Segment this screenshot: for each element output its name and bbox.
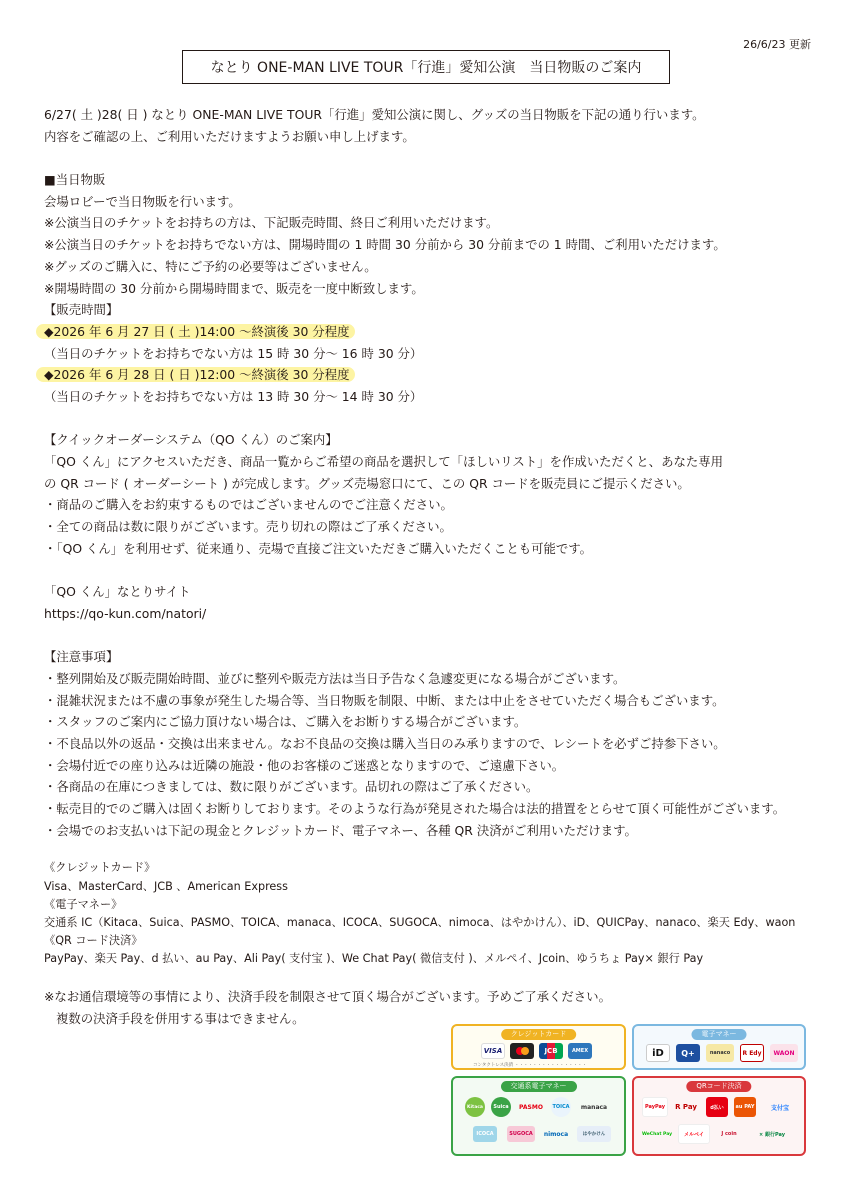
- qo-line: 「QO くん」にアクセスいただき、商品一覧からご希望の商品を選択して「ほしいリスト」を作成いただくと、あなた専用: [44, 454, 724, 469]
- qo-site-url[interactable]: https://qo-kun.com/natori/: [44, 605, 207, 621]
- hayakaken-logo: はやかけん: [577, 1126, 611, 1142]
- page-title-text: なとり ONE-MAN LIVE TOUR「行進」愛知公演 当日物販のご案内: [210, 60, 642, 76]
- payment-emoney-heading: 《電子マネー》: [44, 897, 123, 911]
- footer-note-line: 複数の決済手段を併用する事はできません。: [56, 1010, 305, 1026]
- payment-credit: Visa、MasterCard、JCB 、American Express: [44, 879, 288, 893]
- id-logo: iD: [646, 1044, 670, 1062]
- notes-item: ・整列開始及び販売開始時間、並びに整列や販売方法は当日予告なく急遽変更になる場合がございます。: [44, 670, 626, 686]
- visa-logo: VISA: [481, 1043, 505, 1059]
- sales-line: ※公演当日のチケットをお持ちでない方は、開場時間の 1 時間 30 分前から 30 分前までの 1 時間、ご利用いただけます。: [44, 237, 726, 253]
- page-title: [182, 50, 670, 84]
- sales-line: ※開場時間の 30 分前から開場時間まで、販売を一度中断致します。: [44, 280, 424, 296]
- edy-logo: R Edy: [740, 1044, 764, 1062]
- mastercard-icon: [521, 1047, 529, 1055]
- amex-logo: AMEX: [568, 1043, 592, 1059]
- transit-panel-label: 交通系電子マネー: [501, 1081, 577, 1092]
- sales-day1-note: （当日のチケットをお持ちでない方は 15 時 30 分〜 16 時 30 分）: [44, 345, 423, 361]
- payment-emoney: 交通系 IC（Kitaca、Suica、PASMO、TOICA、manaca、ICOCA、SUGOCA、nimoca、はやかけん）、iD、QUICPay、nanaco、楽天 Edy、waon: [44, 915, 796, 929]
- sales-line: ※公演当日のチケットをお持ちの方は、下記販売時間、終日ご利用いただけます。: [44, 215, 499, 231]
- qo-site-label: 「QO くん」なとりサイト: [44, 584, 191, 600]
- payment-qr-heading: 《QR コード決済》: [44, 934, 143, 948]
- qo-line: ・商品のご購入をお約束するものではございませんのでご注意ください。: [44, 497, 453, 513]
- sugoca-logo: SUGOCA: [507, 1126, 535, 1142]
- manaca-logo: manaca: [580, 1103, 608, 1111]
- credit-card-panel: [451, 1024, 626, 1070]
- sales-line: 会場ロビーで当日物販を行います。: [44, 193, 241, 209]
- notes-item: ・会場でのお支払いは下記の現金とクレジットカード、電子マネー、各種 QR 決済がご利用いただけます。: [44, 822, 637, 838]
- payment-credit-heading: 《クレジットカード》: [44, 861, 156, 875]
- notes-item: ・転売目的でのご購入は固くお断りしております。そのような行為が発見された場合は法的措置をとらせて頂く可能性がございます。: [44, 801, 786, 816]
- notes-item: ・不良品以外の返品・交換は出来ません。なお不良品の交換は購入当日のみ承りますので、レシートを必ずご持参下さい。: [44, 735, 726, 751]
- notes-item: ・混雑状況または不慮の事象が発生した場合等、当日物販を制限、中断、または中止をさせていただく場合もございます。: [44, 692, 725, 708]
- sales-heading: ■当日物販: [44, 172, 106, 188]
- icoca-logo: ICOCA: [473, 1126, 497, 1142]
- nimoca-logo: nimoca: [543, 1130, 569, 1138]
- au-pay-logo: au PAY: [734, 1097, 756, 1117]
- emoney-panel: [632, 1024, 806, 1070]
- nanaco-logo: nanaco: [706, 1044, 734, 1062]
- quicpay-logo: Q+: [676, 1044, 700, 1062]
- intro-line: 6/27( 土 )28( 日 ) なとり ONE-MAN LIVE TOUR「行進」愛知公演に関し、グッズの当日物販を下記の通り行います。: [44, 107, 705, 122]
- d-barai-logo: d払い: [706, 1097, 728, 1117]
- paypay-logo: PayPay: [642, 1097, 668, 1117]
- sales-hours-heading: 【販売時間】: [44, 302, 119, 318]
- notes-item: ・各商品の在庫につきましては、数に限りがございます。品切れの際はご了承ください。: [44, 779, 539, 795]
- qo-line: ・全ての商品は数に限りがございます。売り切れの際はご了承ください。: [44, 519, 452, 535]
- notes-item: ・会場付近での座り込みは近隣の施設・他のお客様のご迷惑となりますので、ご遠慮下さい。: [44, 757, 565, 773]
- footer-note: [44, 986, 611, 1029]
- pasmo-logo: PASMO: [519, 1103, 543, 1111]
- jcb-logo: JCB: [539, 1043, 563, 1059]
- jcoin-logo: J coin: [721, 1131, 737, 1137]
- alipay-logo: 支付宝: [770, 1104, 789, 1112]
- kitaca-logo: Kitaca: [465, 1097, 485, 1117]
- credit-card-panel-label: クレジットカード: [501, 1029, 577, 1040]
- qr-panel: [632, 1076, 806, 1156]
- merpay-logo: メルペイ: [678, 1124, 710, 1144]
- sales-day2: ◆2026 年 6 月 28 日 ( 日 )12:00 〜終演後 30 分程度: [36, 367, 355, 382]
- emoney-panel-label: 電子マネー: [692, 1029, 747, 1040]
- qr-panel-label: QRコード決済: [686, 1081, 751, 1092]
- payment-qr: PayPay、楽天 Pay、d 払い、au Pay、Ali Pay( 支付宝 )、We Chat Pay( 微信支付 )、メルペイ、Jcoin、ゆうちょ Pay× 銀行 Pay: [44, 952, 704, 966]
- qo-line: の QR コード ( オーダーシート ) が完成します。グッズ売場窓口にて、この QR コードを販売員にご提示ください。: [44, 475, 690, 491]
- main-content: [44, 104, 824, 969]
- yucho-pay-logo: × 銀行Pay: [759, 1131, 785, 1138]
- suica-logo: Suica: [491, 1097, 511, 1117]
- notes-heading: 【注意事項】: [44, 649, 119, 665]
- rakuten-pay-logo: R Pay: [675, 1103, 697, 1111]
- sales-day1: ◆2026 年 6 月 27 日 ( 土 )14:00 〜終演後 30 分程度: [36, 324, 355, 339]
- qo-line: ・「QO くん」を利用せず、従来通り、売場で直接ご注文いただきご購入いただくことも可能です。: [44, 540, 593, 556]
- intro-line: 内容をご確認の上、ご利用いただけますようお願い申し上げます。: [44, 128, 415, 144]
- sales-day2-note: （当日のチケットをお持ちでない方は 13 時 30 分〜 14 時 30 分）: [44, 388, 423, 404]
- notes-item: ・スタッフのご案内にご協力頂けない場合は、ご購入をお断りする場合がございます。: [44, 714, 527, 730]
- transit-panel: [451, 1076, 626, 1156]
- mastercard-logo: [510, 1043, 534, 1059]
- footer-note-line: ※なお通信環境等の事情により、決済手段を制限させて頂く場合がございます。予めご了承ください。: [44, 989, 611, 1004]
- updated-date: 26/6/23 更新: [743, 38, 811, 51]
- qo-heading: 【クイックオーダーシステム（QO くん）のご案内】: [44, 432, 338, 448]
- wechat-pay-logo: WeChat Pay: [641, 1131, 673, 1137]
- sales-line: ※グッズのご購入に、特にご予約の必要等はございません。: [44, 258, 377, 274]
- waon-logo: WAON: [770, 1044, 798, 1062]
- toica-logo: TOICA: [551, 1097, 571, 1117]
- credit-fine-print: コンタクトレス決済 ・・・・・・・・・・・・・・・・: [473, 1063, 587, 1068]
